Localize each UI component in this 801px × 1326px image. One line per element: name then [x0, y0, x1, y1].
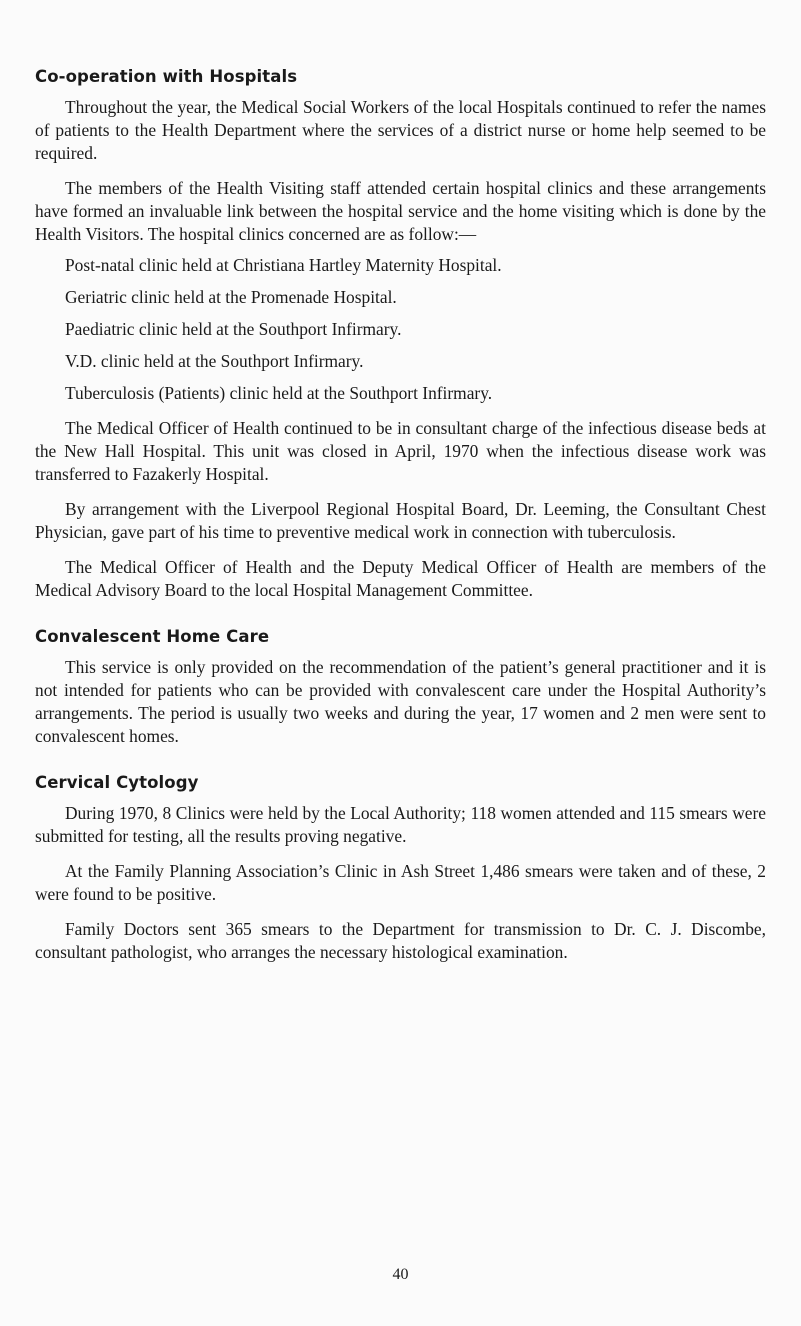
paragraph: The Medical Officer of Health continued to be in consultant charge of the infectious disease beds at the New Hall Hospital. This unit was closed in April, 1970 when the infectious disease work was transferred to Fazakerly Hospital. — [35, 418, 766, 484]
section-convalescent-home-care — [35, 626, 766, 748]
clinic-list — [35, 254, 766, 405]
section-heading: Co-operation with Hospitals — [35, 67, 298, 86]
clinic-list-item: Tuberculosis (Patients) clinic held at the Southport Infirmary. — [65, 383, 493, 403]
paragraph: Throughout the year, the Medical Social Workers of the local Hospitals continued to refer the names of patients to the Health Department where the services of a district nurse or home help seemed to be required. — [35, 97, 766, 163]
paragraph: The Medical Officer of Health and the Deputy Medical Officer of Health are members of the Medical Advisory Board to the local Hospital Management Committee. — [35, 557, 766, 600]
section-cooperation-with-hospitals — [35, 66, 766, 602]
paragraph: Family Doctors sent 365 smears to the Department for transmission to Dr. C. J. Discombe, consultant pathologist, who arranges the necessary histological examination. — [35, 919, 766, 962]
clinic-list-item: V.D. clinic held at the Southport Infirmary. — [65, 351, 364, 371]
document-page — [35, 66, 766, 964]
clinic-list-item: Post-natal clinic held at Christiana Hartley Maternity Hospital. — [65, 255, 502, 275]
clinic-list-item: Paediatric clinic held at the Southport Infirmary. — [65, 319, 402, 339]
clinic-list-item: Geriatric clinic held at the Promenade Hospital. — [65, 287, 397, 307]
paragraph: By arrangement with the Liverpool Regional Hospital Board, Dr. Leeming, the Consultant Chest Physician, gave part of his time to preventive medical work in connection with tuberculosis. — [35, 499, 766, 542]
paragraph: The members of the Health Visiting staff attended certain hospital clinics and these arrangements have formed an invaluable link between the hospital service and the home visiting which is done by the Health Visitors. The hospital clinics concerned are as follow:— — [35, 178, 766, 244]
paragraph: During 1970, 8 Clinics were held by the Local Authority; 118 women attended and 115 smears were submitted for testing, all the results proving negative. — [35, 803, 766, 846]
paragraph: This service is only provided on the recommendation of the patient’s general practitioner and it is not intended for patients who can be provided with convalescent care under the Hospital Authority’s arrangements. The period is usually two weeks and during the year, 17 women and 2 men were sent to convalescent homes. — [35, 657, 766, 746]
section-cervical-cytology — [35, 772, 766, 964]
page-number: 40 — [392, 1266, 409, 1283]
section-heading: Convalescent Home Care — [35, 627, 270, 646]
paragraph: At the Family Planning Association’s Clinic in Ash Street 1,486 smears were taken and of these, 2 were found to be positive. — [35, 861, 766, 904]
section-heading: Cervical Cytology — [35, 773, 199, 792]
